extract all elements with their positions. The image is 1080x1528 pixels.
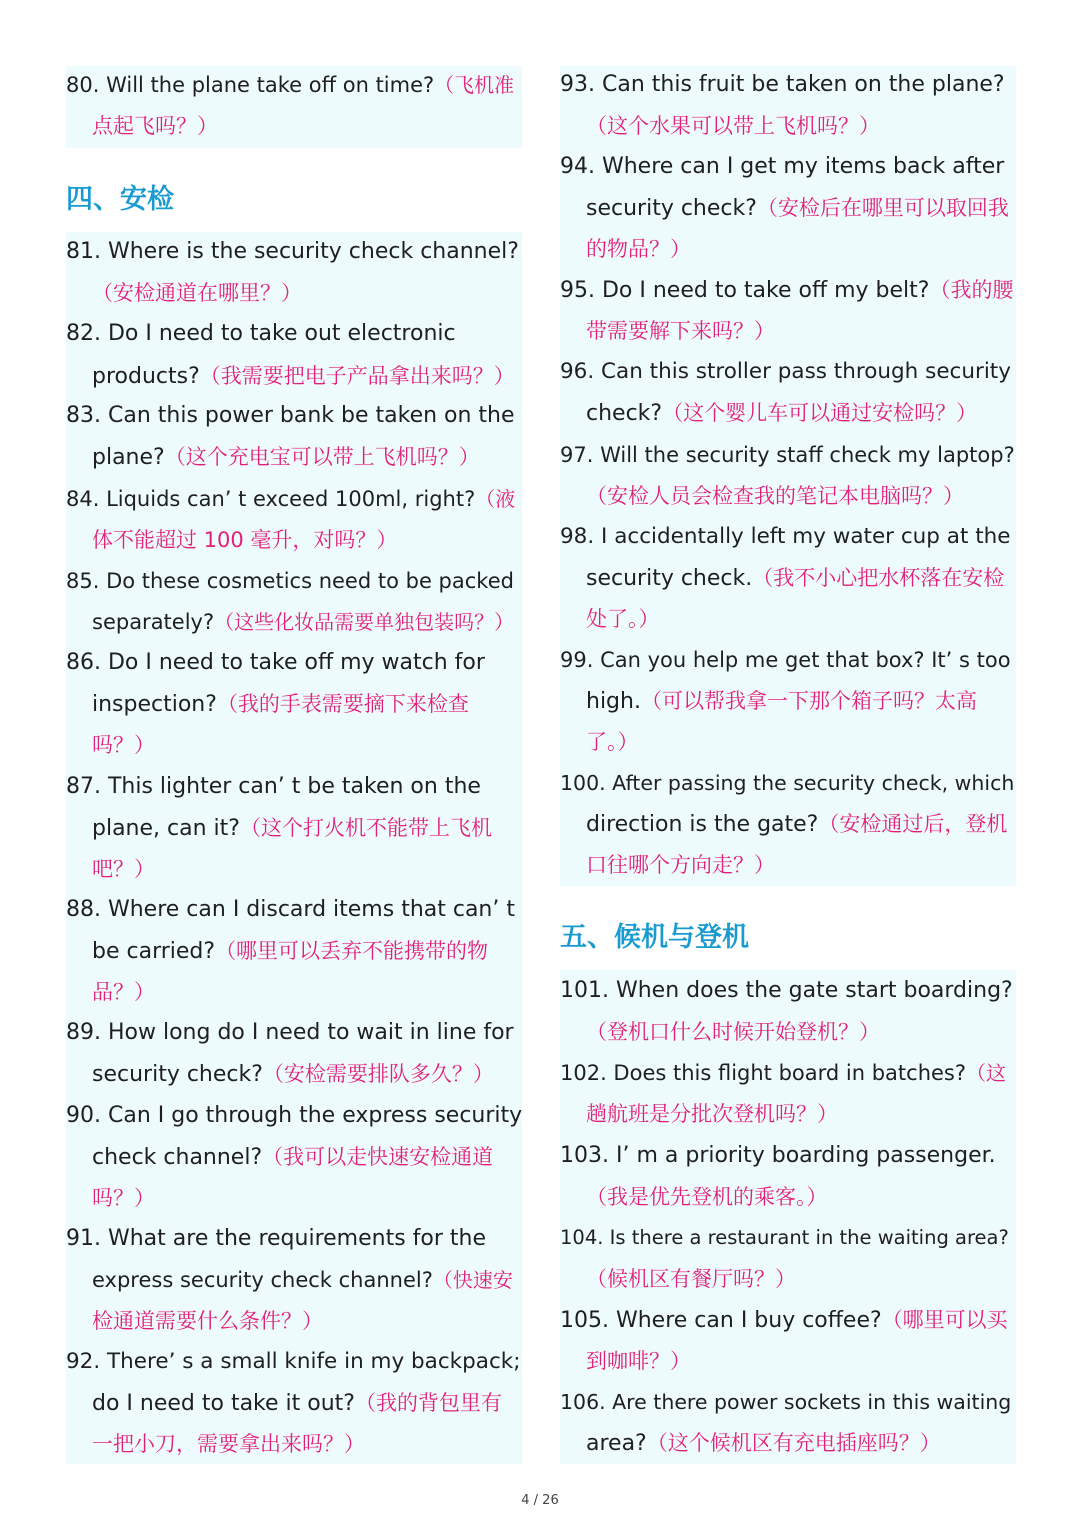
phrase-96-line1: 96. Can this stroller pass through security <box>560 359 1011 384</box>
phrase-89-line1: 89. How long do I need to wait in line for <box>66 1020 514 1045</box>
phrase-91-line2: express security check channel?（快速安 <box>92 1268 513 1292</box>
phrase-83-line1: 83. Can this power bank be taken on the <box>66 403 515 428</box>
phrase-98-line3: 处了。） <box>586 607 660 631</box>
phrase-106-line2: area?（这个候机区有充电插座吗？） <box>586 1431 941 1456</box>
phrase-99-line3: 了。） <box>586 730 639 754</box>
phrase-94-line3: 的物品？） <box>586 237 691 261</box>
phrase-84-line1: 84. Liquids can’ t exceed 100ml, right?（液 <box>66 487 516 511</box>
phrase-84-line2: 体不能超过 100 毫升，对吗？） <box>92 528 398 552</box>
phrase-85-line2: separately?（这些化妆品需要单独包装吗？） <box>92 610 515 634</box>
phrase-100-line3: 口往哪个方向走？） <box>586 853 775 877</box>
phrase-82-line1: 82. Do I need to take out electronic <box>66 321 456 346</box>
phrase-103-line2: （我是优先登机的乘客。） <box>586 1185 828 1209</box>
phrase-86-line3: 吗？） <box>92 733 155 757</box>
phrase-83-line2: plane?（这个充电宝可以带上飞机吗？） <box>92 445 480 470</box>
phrase-100-line1: 100. After passing the security check, which <box>560 771 1015 795</box>
phrase-98-line1: 98. I accidentally left my water cup at the <box>560 524 1011 549</box>
phrase-90-line3: 吗？） <box>92 1186 155 1210</box>
page-number: 4 / 26 <box>521 1493 559 1508</box>
phrase-92-line3: 一把小刀，需要拿出来吗？） <box>92 1432 365 1456</box>
phrase-87-line1: 87. This lighter can’ t be taken on the <box>66 774 481 799</box>
phrase-100-line2: direction is the gate?（安检通过后，登机 <box>586 812 1008 837</box>
phrase-88-line2: be carried?（哪里可以丢弃不能携带的物 <box>92 939 489 964</box>
phrase-85-line1: 85. Do these cosmetics need to be packed <box>66 569 514 593</box>
phrase-88-line1: 88. Where can I discard items that can’ t <box>66 897 515 922</box>
phrase-block <box>560 66 1016 886</box>
phrase-86-line1: 86. Do I need to take off my watch for <box>66 650 485 675</box>
phrase-86-line2: inspection?（我的手表需要摘下来检查 <box>92 692 469 717</box>
phrase-88-line3: 品？） <box>92 980 155 1004</box>
phrase-94-line1: 94. Where can I get my items back after <box>560 154 1005 179</box>
phrase-94-line2: security check?（安检后在哪里可以取回我 <box>586 196 1009 221</box>
phrase-87-line2: plane, can it?（这个打火机不能带上飞机 <box>92 816 492 841</box>
phrase-102-line2: 趟航班是分批次登机吗？） <box>586 1102 838 1126</box>
phrase-104-line1: 104. Is there a restaurant in the waiting area? <box>560 1226 1009 1249</box>
phrase-80-line2: 点起飞吗？） <box>92 114 218 138</box>
phrase-99-line1: 99. Can you help me get that box? It’ s too <box>560 648 1011 672</box>
section-title-boarding: 五、候机与登机 <box>560 922 749 953</box>
phrase-87-line3: 吧？） <box>92 857 155 881</box>
phrase-105-line2: 到咖啡？） <box>586 1349 691 1373</box>
phrase-104-line2: （候机区有餐厅吗？） <box>586 1267 796 1291</box>
phrase-81-line1: 81. Where is the security check channel? <box>66 239 519 264</box>
phrase-102-line1: 102. Does this flight board in batches?（这 <box>560 1061 1007 1085</box>
phrase-92-line2: do I need to take it out?（我的背包里有 <box>92 1391 502 1416</box>
phrase-90-line1: 90. Can I go through the express security <box>66 1103 523 1128</box>
phrase-90-line2: check channel?（我可以走快速安检通道 <box>92 1145 494 1170</box>
phrase-96-line2: check?（这个婴儿车可以通过安检吗？） <box>586 401 978 426</box>
phrase-82-line2: products?（我需要把电子产品拿出来吗？） <box>92 364 515 389</box>
phrase-93-line2: （这个水果可以带上飞机吗？） <box>586 114 880 138</box>
phrase-93-line1: 93. Can this fruit be taken on the plane? <box>560 72 1005 97</box>
phrase-91-line3: 检通道需要什么条件？） <box>92 1309 323 1333</box>
phrase-80-line1: 80. Will the plane take off on time?（飞机准 <box>66 73 515 97</box>
phrase-101-line2: （登机口什么时候开始登机？） <box>586 1020 880 1044</box>
phrase-105-line1: 105. Where can I buy coffee?（哪里可以买 <box>560 1308 1008 1333</box>
phrase-97-line2: （安检人员会检查我的笔记本电脑吗？） <box>586 484 964 508</box>
section-title-security: 四、安检 <box>66 184 174 215</box>
phrase-91-line1: 91. What are the requirements for the <box>66 1226 486 1251</box>
phrase-99-line2: high.（可以帮我拿一下那个箱子吗？太高 <box>586 689 977 714</box>
phrase-95-line2: 带需要解下来吗？） <box>586 319 775 343</box>
phrase-97-line1: 97. Will the security staff check my laptop? <box>560 443 1015 467</box>
phrase-106-line1: 106. Are there power sockets in this waiting <box>560 1390 1012 1414</box>
phrase-81-line2: （安检通道在哪里？） <box>92 281 302 305</box>
phrase-98-line2: security check.（我不小心把水杯落在安检 <box>586 566 1005 591</box>
phrase-89-line2: security check?（安检需要排队多久？） <box>92 1062 494 1087</box>
phrase-95-line1: 95. Do I need to take off my belt?（我的腰 <box>560 278 1014 303</box>
phrase-103-line1: 103. I’ m a priority boarding passenger. <box>560 1143 996 1168</box>
phrase-101-line1: 101. When does the gate start boarding? <box>560 978 1013 1003</box>
phrase-92-line1: 92. There’ s a small knife in my backpack; <box>66 1349 521 1374</box>
